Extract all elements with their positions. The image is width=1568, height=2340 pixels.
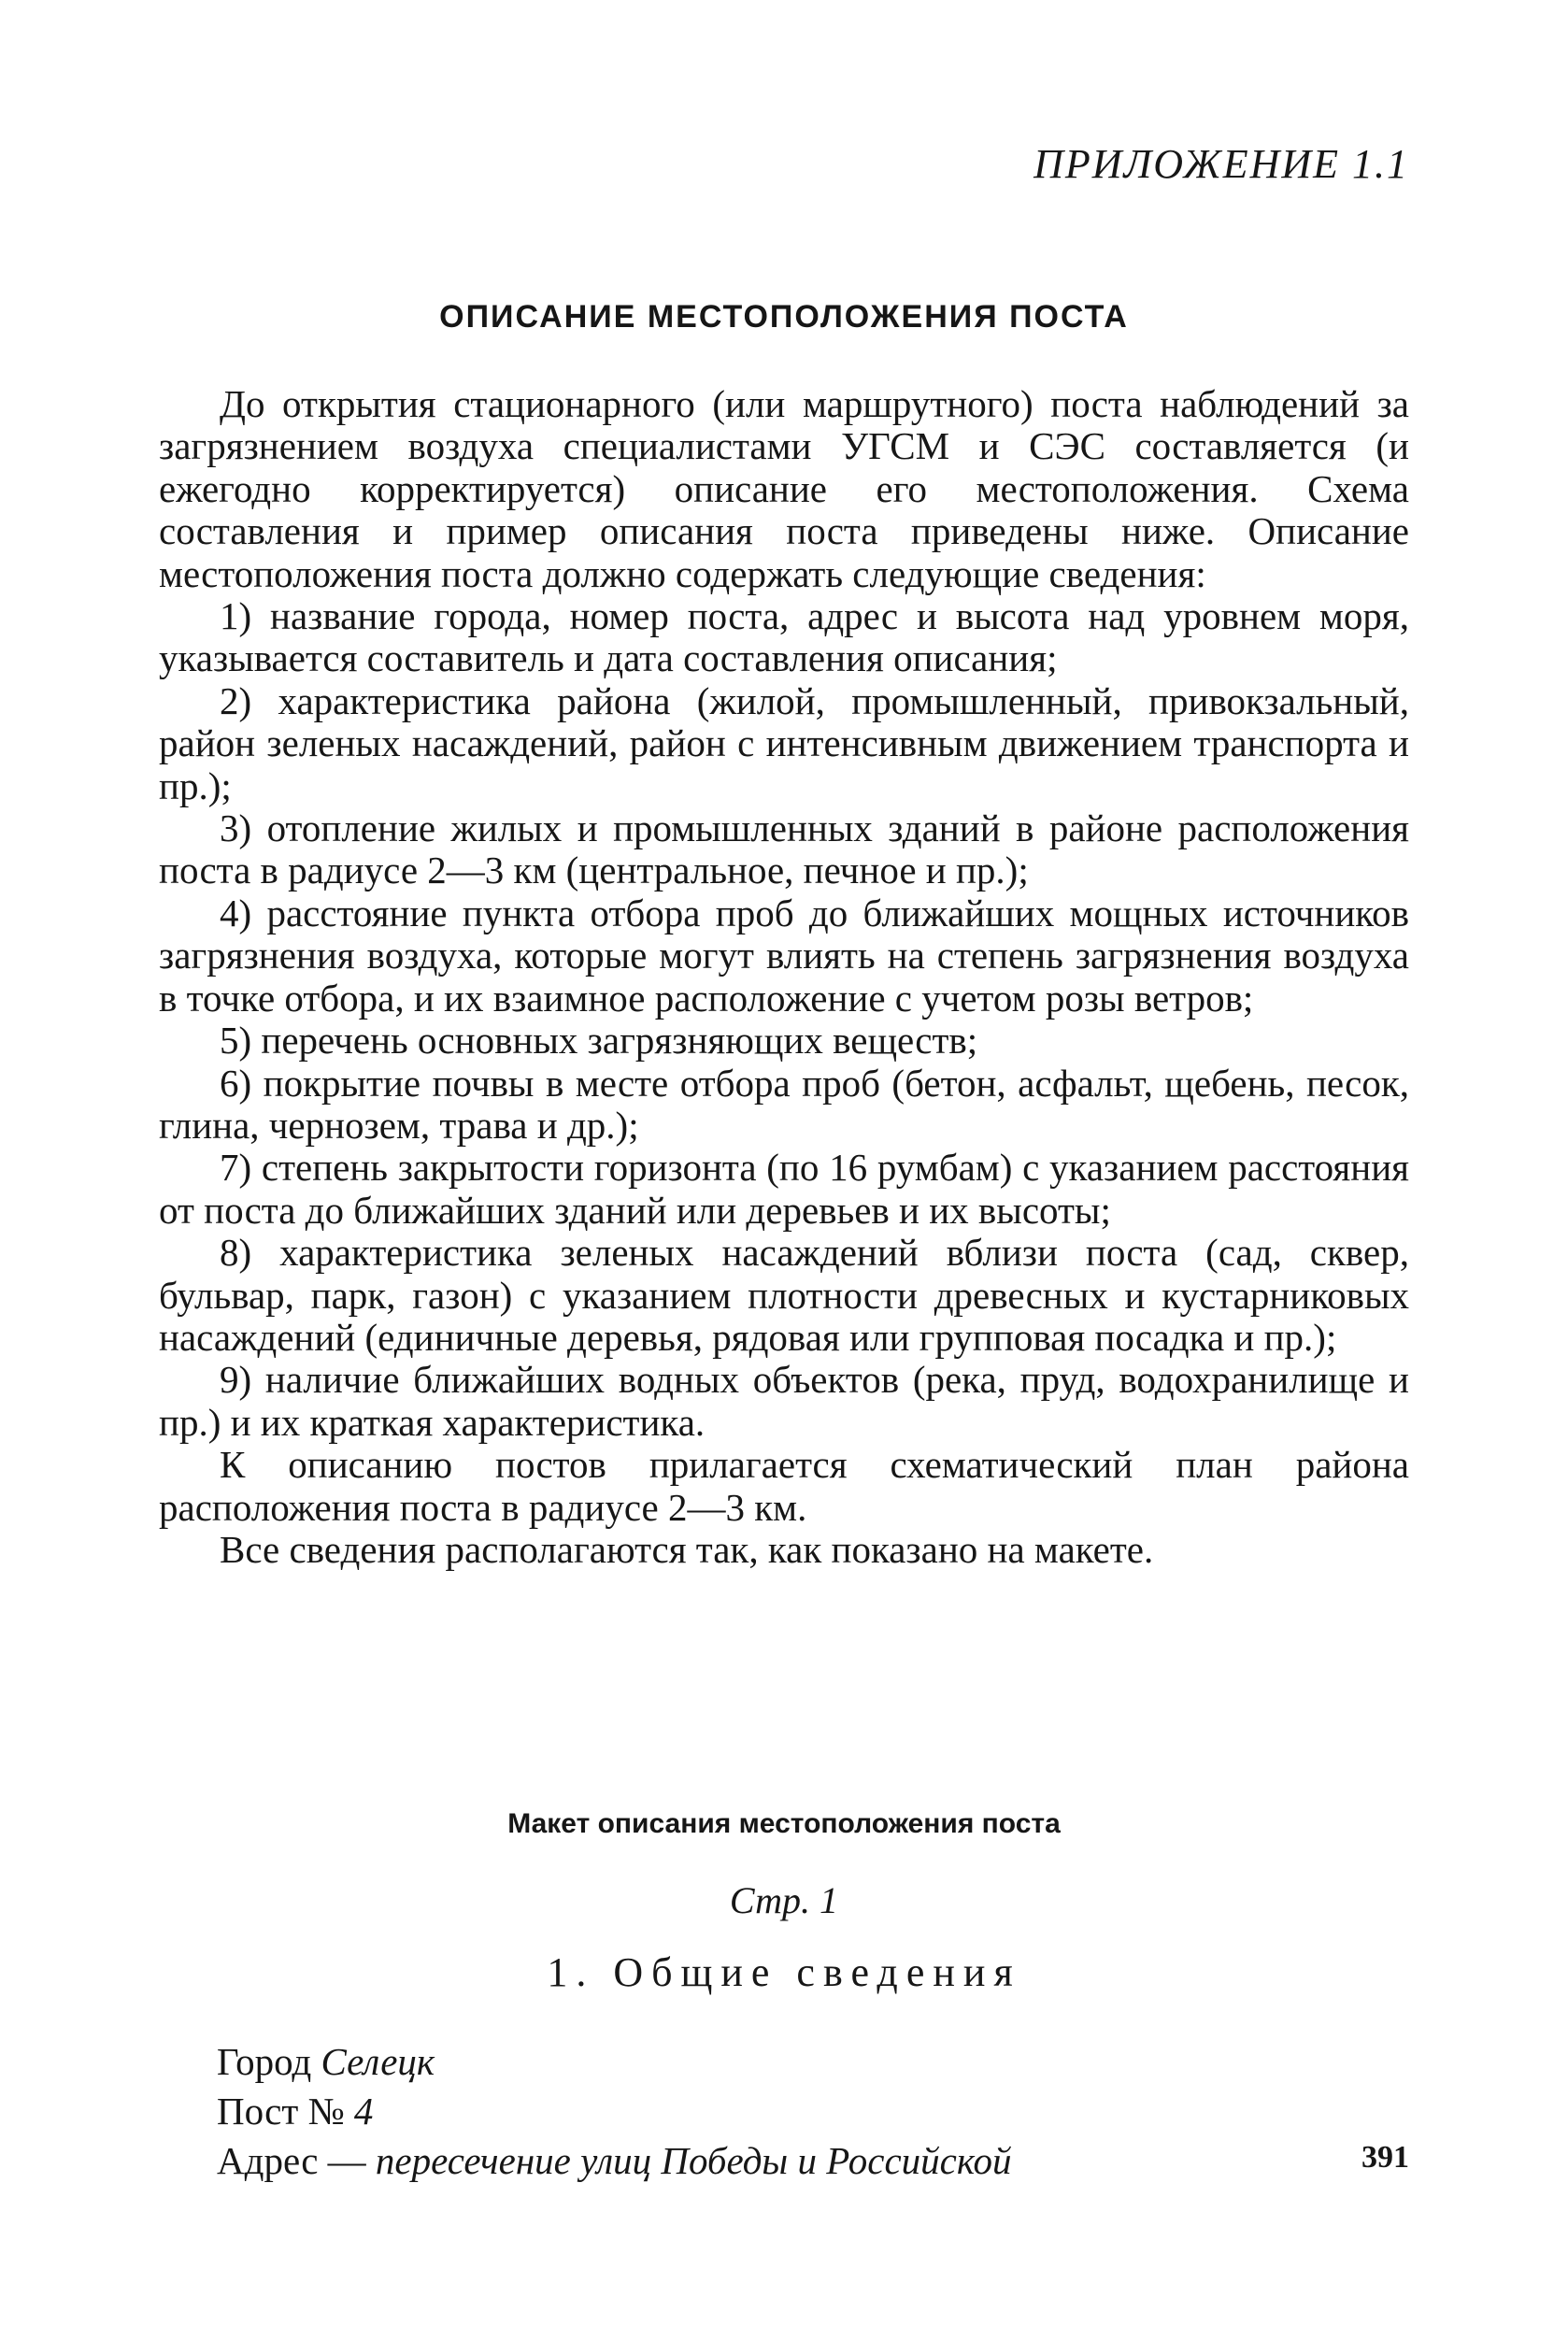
city-label: Город [217,2040,312,2083]
section-heading: 1. Общие сведения [547,1949,1021,1995]
list-item: 5) перечень основных загрязняющих веществ; [220,1019,978,1063]
page-title: ОПИСАНИЕ МЕСТОПОЛОЖЕНИЯ ПОСТА [439,299,1129,335]
list-item: 4) расстояние пункта отбора проб до ближайших мощных источников загрязнения воздуха, которые могут влиять на степень загрязнения воздуха в точке отбора, и их взаимное расположение с учетом розы ветров; [159,891,1409,1020]
address-label: Адрес — [217,2139,366,2182]
list-item: 8) характеристика зеленых насаждений вблизи поста (сад, сквер, бульвар, парк, газон) с указанием плотности древесных и кустарниковых насаждений (единичные деревья, рядовая или групповая посадка и пр.); [159,1231,1409,1359]
list-item: 7) степень закрытости горизонта (по 16 румбам) с указанием расстояния от поста до ближайших зданий или деревьев и их высоты; [159,1146,1409,1232]
post-label: Пост № [217,2090,345,2133]
list-item: 6) покрытие почвы в месте отбора проб (бетон, асфальт, щебень, песок, глина, чернозем, трава и др.); [159,1061,1409,1147]
address-row [217,2136,1011,2186]
intro-paragraph: До открытия стационарного (или маршрутного) поста наблюдений за загрязнением воздуха специалистами УГСМ и СЭС составляется (и ежегодно корректируется) описание его местоположения. Схема составления и пример описания поста приведены ниже. Описание местоположения поста должно содержать следующие сведения: [159,382,1409,595]
post-row [217,2087,1011,2136]
page-number: 391 [1361,2140,1409,2175]
city-value: Селецк [321,2040,435,2083]
template-page-label: Стр. 1 [729,1879,839,1921]
layout-paragraph: Все сведения располагаются так, как показано на макете. [220,1527,1154,1571]
general-info-block [217,2037,1011,2186]
list-item: 3) отопление жилых и промышленных зданий в районе расположения поста в радиусе 2—3 км (центральное, печное и пр.); [159,806,1409,892]
list-item: 1) название города, номер поста, адрес и высота над уровнем моря, указывается составитель и дата составления описания; [159,594,1409,680]
template-subtitle: Макет описания местоположения поста [507,1808,1061,1839]
post-value: 4 [353,2090,374,2133]
plan-paragraph: К описанию постов прилагается схематический план района расположения поста в радиусе 2—3 км. [159,1443,1409,1529]
list-item: 2) характеристика района (жилой, промышленный, привокзальный, район зеленых насаждений, район с интенсивным движением транспорта и пр.); [159,678,1409,807]
address-value: пересечение улиц Победы и Российской [375,2139,1012,2182]
list-item: 9) наличие ближайших водных объектов (река, пруд, водохранилище и пр.) и их краткая характеристика. [159,1358,1409,1444]
city-row [217,2037,1011,2087]
appendix-label: ПРИЛОЖЕНИЕ 1.1 [1033,141,1409,187]
body-text [159,383,1409,1571]
